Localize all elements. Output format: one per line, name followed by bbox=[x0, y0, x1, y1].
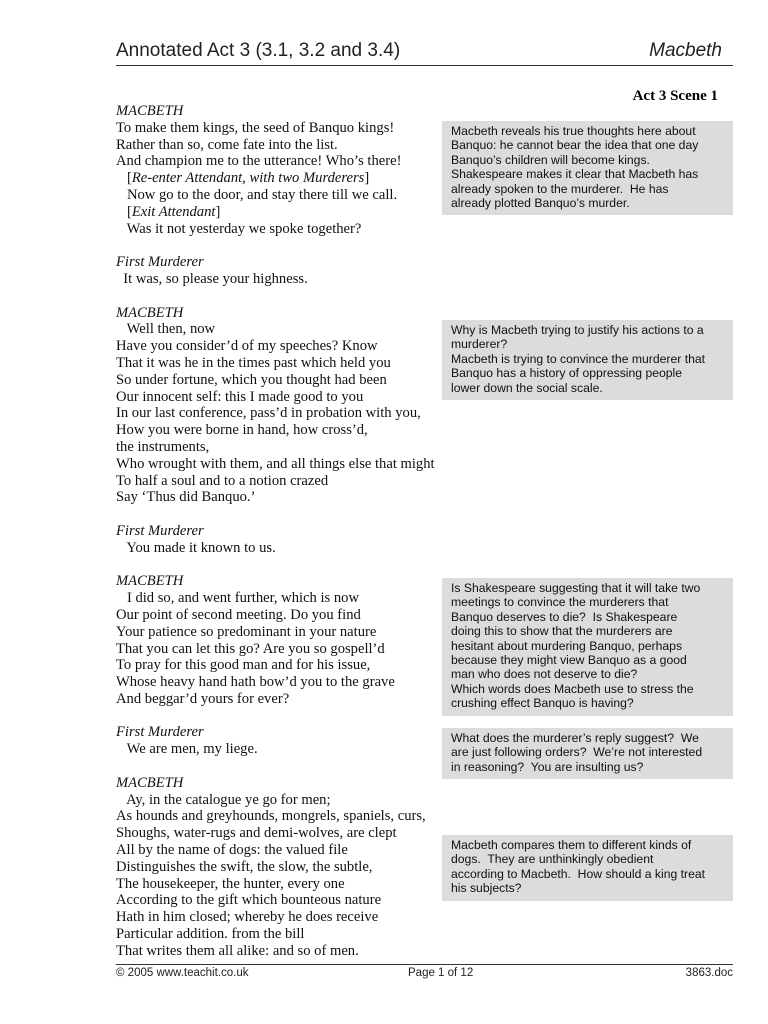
annotation-note-4 bbox=[442, 728, 733, 779]
note-line: in reasoning? You are insulting us? bbox=[451, 759, 644, 774]
verse-line: So under fortune, which you thought had been bbox=[116, 371, 387, 388]
verse-line: Say ‘Thus did Banquo.’ bbox=[116, 489, 256, 506]
verse-line: Hath in him closed; whereby he does receive bbox=[116, 909, 379, 926]
verse-line: To half a soul and to a notion crazed bbox=[116, 472, 329, 489]
verse-line: Who wrought with them, and all things else that might bbox=[116, 455, 435, 472]
page-title: Annotated Act 3 (3.1, 3.2 and 3.4) bbox=[116, 40, 401, 61]
verse-line: Our innocent self: this I made good to you bbox=[116, 388, 364, 405]
verse-line: Your patience so predominant in your nature bbox=[116, 623, 377, 640]
annotation-note-5 bbox=[442, 835, 733, 901]
verse-line: And beggar’d yours for ever? bbox=[116, 690, 290, 707]
note-line: man who does not deserve to die? bbox=[451, 667, 638, 682]
note-line: Why is Macbeth trying to justify his actions to a bbox=[451, 323, 704, 337]
verse-line: Rather than so, come fate into the list. bbox=[116, 136, 338, 153]
stanza-gap bbox=[116, 708, 456, 725]
footer-doc-id: 3863.doc bbox=[685, 967, 733, 979]
speaker-name: First Murderer bbox=[116, 522, 204, 539]
note-line: meetings to convince the murderers that bbox=[451, 595, 669, 610]
verse-line: To make them kings, the seed of Banquo kings! bbox=[116, 119, 395, 136]
verse-line: The housekeeper, the hunter, every one bbox=[116, 875, 345, 892]
verse-line: To pray for this good man and for his issue, bbox=[116, 657, 371, 674]
verse-line: All by the name of dogs: the valued file bbox=[116, 842, 348, 859]
speaker-name: MACBETH bbox=[116, 103, 184, 119]
verse-line: That it was he in the times past which held you bbox=[116, 354, 391, 371]
verse-line: Ay, in the catalogue ye go for men; bbox=[116, 791, 331, 808]
note-line: Macbeth reveals his true thoughts here about bbox=[451, 124, 696, 138]
verse-line: Whose heavy hand hath bow’d you to the grave bbox=[116, 674, 395, 691]
verse-line: Distinguishes the swift, the slow, the subtle, bbox=[116, 858, 373, 875]
note-line: doing this to show that the murderers are bbox=[451, 624, 673, 639]
stanza-gap bbox=[116, 237, 456, 254]
verse-line: It was, so please your highness. bbox=[116, 270, 308, 287]
note-line: Banquo has a history of oppressing people bbox=[451, 366, 683, 381]
verse-line: Was it not yesterday we spoke together? bbox=[116, 220, 362, 237]
note-line: already spoken to the murderer. He has bbox=[451, 181, 669, 196]
verse-line: As hounds and greyhounds, mongrels, spaniels, curs, bbox=[116, 808, 426, 825]
stage-direction: [Re-enter Attendant, with two Murderers] bbox=[116, 170, 370, 187]
speaker-name: MACBETH bbox=[116, 304, 184, 321]
stanza-gap bbox=[116, 557, 456, 574]
verse-line: We are men, my liege. bbox=[116, 741, 258, 758]
stanza-gap bbox=[116, 758, 456, 775]
footer-page-number: Page 1 of 12 bbox=[408, 967, 474, 979]
speaker-name: MACBETH bbox=[116, 774, 184, 791]
note-line: because they might view Banquo as a good bbox=[451, 653, 687, 668]
note-line: lower down the social scale. bbox=[451, 380, 603, 395]
verse-line: Have you consider’d of my speeches? Know bbox=[116, 338, 378, 355]
note-line: Shakespeare makes it clear that Macbeth has bbox=[451, 167, 699, 182]
verse-line: That writes them all alike: and so of men. bbox=[116, 942, 359, 959]
annotation-note-1 bbox=[442, 121, 733, 215]
note-line: his subjects? bbox=[451, 881, 522, 896]
speaker-name: First Murderer bbox=[116, 254, 204, 271]
note-line: according to Macbeth. How should a king treat bbox=[451, 866, 706, 881]
note-line: dogs. They are unthinkingly obedient bbox=[451, 852, 654, 867]
stanza-gap bbox=[116, 288, 456, 305]
speaker-name: MACBETH bbox=[116, 573, 184, 590]
verse-line: And champion me to the utterance! Who’s there! bbox=[116, 153, 402, 170]
verse-line: Shoughs, water-rugs and demi-wolves, are clept bbox=[116, 825, 397, 842]
note-line: Macbeth compares them to different kinds of bbox=[451, 838, 692, 852]
note-line: Which words does Macbeth use to stress the bbox=[451, 681, 694, 696]
verse-line: Particular addition. from the bill bbox=[116, 926, 305, 943]
verse-line: How you were borne in hand, how cross’d, bbox=[116, 422, 368, 439]
verse-line: I did so, and went further, which is now bbox=[116, 590, 360, 607]
note-line: are just following orders? We’re not interested bbox=[451, 745, 703, 760]
stage-direction: [Exit Attendant] bbox=[116, 203, 221, 220]
verse-line: Now go to the door, and stay there till we call. bbox=[116, 186, 398, 203]
note-line: Macbeth is trying to convince the murderer that bbox=[451, 351, 706, 366]
verse-line: Well then, now bbox=[116, 321, 216, 338]
verse-line: Our point of second meeting. Do you find bbox=[116, 606, 361, 623]
footer-divider bbox=[116, 964, 733, 965]
note-line: What does the murderer’s reply suggest? We bbox=[451, 731, 699, 745]
play-title: Macbeth bbox=[649, 40, 722, 61]
note-line: hesitant about murdering Banquo, perhaps bbox=[451, 638, 683, 653]
verse-line: That you can let this go? Are you so gospell’d bbox=[116, 640, 385, 657]
note-line: Banquo: he cannot bear the idea that one day bbox=[451, 138, 699, 153]
speaker-name: First Murderer bbox=[116, 724, 204, 741]
verse-line: You made it known to us. bbox=[116, 539, 276, 556]
note-line: Banquo deserves to die? Is Shakespeare bbox=[451, 609, 678, 624]
verse-line: In our last conference, pass’d in probation with you, bbox=[116, 405, 421, 422]
verse-line: the instruments, bbox=[116, 438, 210, 455]
footer-copyright: © 2005 www.teachit.co.uk bbox=[116, 967, 249, 979]
note-line: already plotted Banquo’s murder. bbox=[451, 196, 630, 211]
stanza-gap bbox=[116, 506, 456, 523]
play-script bbox=[116, 103, 456, 960]
annotation-note-3 bbox=[442, 578, 733, 716]
scene-heading: Act 3 Scene 1 bbox=[632, 88, 718, 104]
note-line: Banquo’s children will become kings. bbox=[451, 152, 650, 167]
note-line: murderer? bbox=[451, 337, 508, 352]
note-line: crushing effect Banquo is having? bbox=[451, 696, 634, 711]
note-line: Is Shakespeare suggesting that it will take two bbox=[451, 581, 701, 595]
verse-line: According to the gift which bounteous nature bbox=[116, 892, 382, 909]
annotation-note-2 bbox=[442, 320, 733, 400]
header-divider bbox=[116, 65, 733, 66]
